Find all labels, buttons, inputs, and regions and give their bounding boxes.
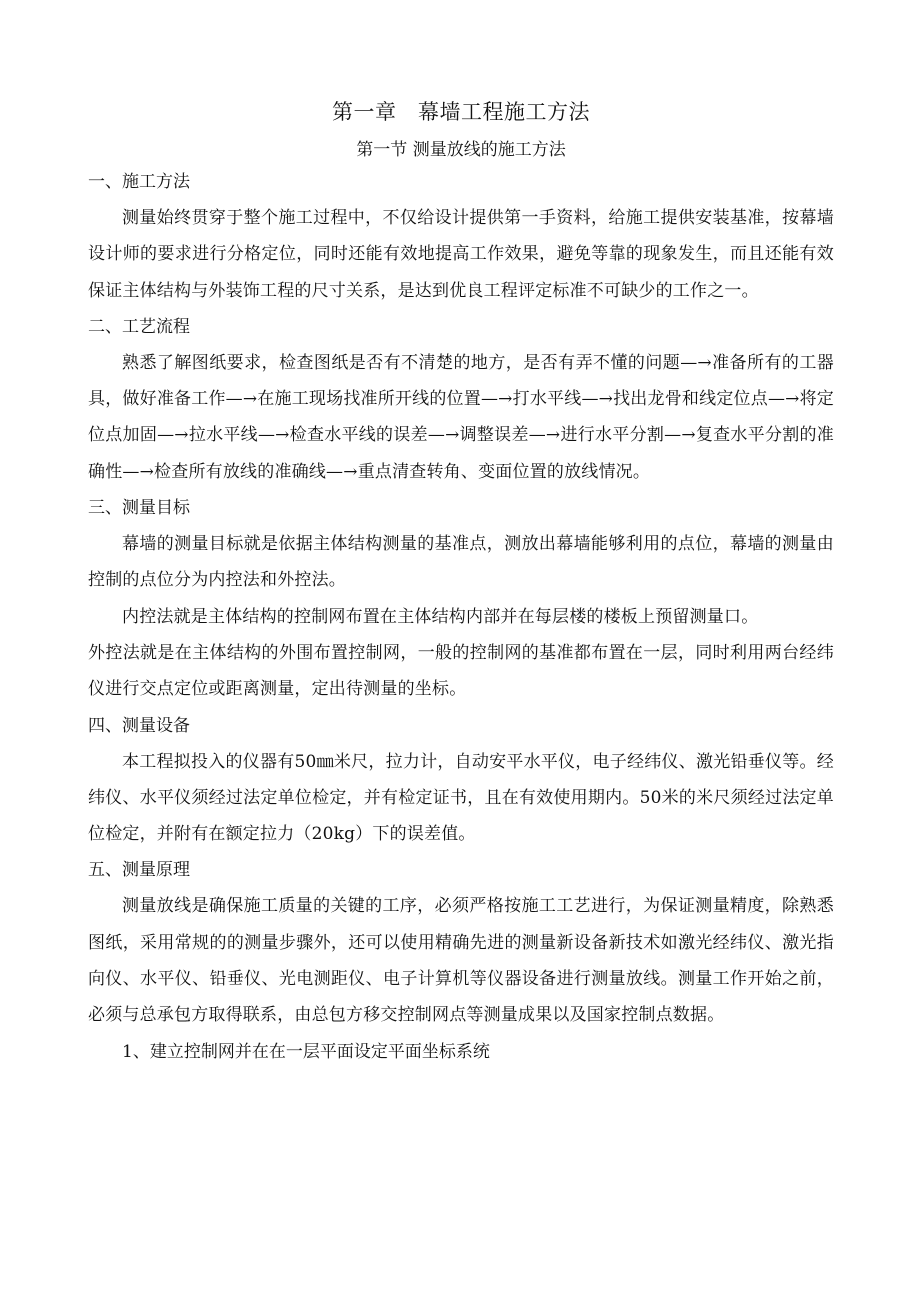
heading-measurement-target: 三、测量目标 (88, 498, 190, 519)
sub-item-control-network: 1、建立控制网并在在一层平面设定平面坐标系统 (122, 1041, 490, 1062)
paragraph-measurement-principle: 测量放线是确保施工质量的关键的工序，必须严格按施工工艺进行，为保证测量精度，除熟悉图纸，采用常规的的测量步骤外，还可以使用精确先进的测量新设备新技术如激光经纬仪、激光指向仪、水平仪、铅垂仪、光电测距仪、电子计算机等仪器设备进行测量放线。测量工作开始之前，必须与总承包方取得联系，由总包方移交控制网点等测量成果以及国家控制点数据。 (88, 896, 834, 1026)
paragraph-external-control: 外控法就是在主体结构的外围布置控制网，一般的控制网的基准都布置在一层，同时利用两台经纬仪进行交点定位或距离测量，定出待测量的坐标。 (88, 642, 834, 700)
section-title: 第一节 测量放线的施工方法 (356, 140, 566, 160)
heading-construction-method: 一、施工方法 (88, 172, 190, 192)
document-content (88, 96, 834, 1070)
paragraph-internal-control: 内控法就是主体结构的控制网布置在主体结构内部并在每层楼的楼板上预留测量口。 (122, 606, 759, 627)
heading-measurement-equipment: 四、测量设备 (88, 715, 190, 736)
chapter-title: 第一章 幕墙工程施工方法 (332, 100, 590, 124)
paragraph-measurement-equipment: 本工程拟投入的仪器有50㎜米尺，拉力计，自动安平水平仪，电子经纬仪、激光铅垂仪等。经纬仪、水平仪须经过法定单位检定，并有检定证书，且在有效使用期内。50米的米尺须经过法定单位检定，并附有在额定拉力（20kg）下的误差值。 (88, 751, 834, 845)
heading-measurement-principle: 五、测量原理 (88, 860, 190, 881)
paragraph-process-flow: 熟悉了解图纸要求，检查图纸是否有不清楚的地方，是否有弄不懂的问题—→准备所有的工器具，做好准备工作—→在施工现场找准所开线的位置—→打水平线—→找出龙骨和线定位点—→将定位点加固—→拉水平线—→检查水平线的误差—→调整误差—→进行水平分割—→复查水平分割的准确性—→检查所有放线的准确线—→重点清查转角、变面位置的放线情况。 (88, 352, 834, 482)
paragraph-construction-method: 测量始终贯穿于整个施工过程中，不仅给设计提供第一手资料，给施工提供安装基准，按幕墙设计师的要求进行分格定位，同时还能有效地提高工作效果，避免等靠的现象发生，而且还能有效保证主体结构与外装饰工程的尺寸关系，是达到优良工程评定标准不可缺少的工作之一。 (88, 208, 834, 301)
heading-process-flow: 二、工艺流程 (88, 316, 190, 337)
paragraph-measurement-target: 幕墙的测量目标就是依据主体结构测量的基准点，测放出幕墙能够利用的点位，幕墙的测量由控制的点位分为内控法和外控法。 (88, 534, 834, 591)
